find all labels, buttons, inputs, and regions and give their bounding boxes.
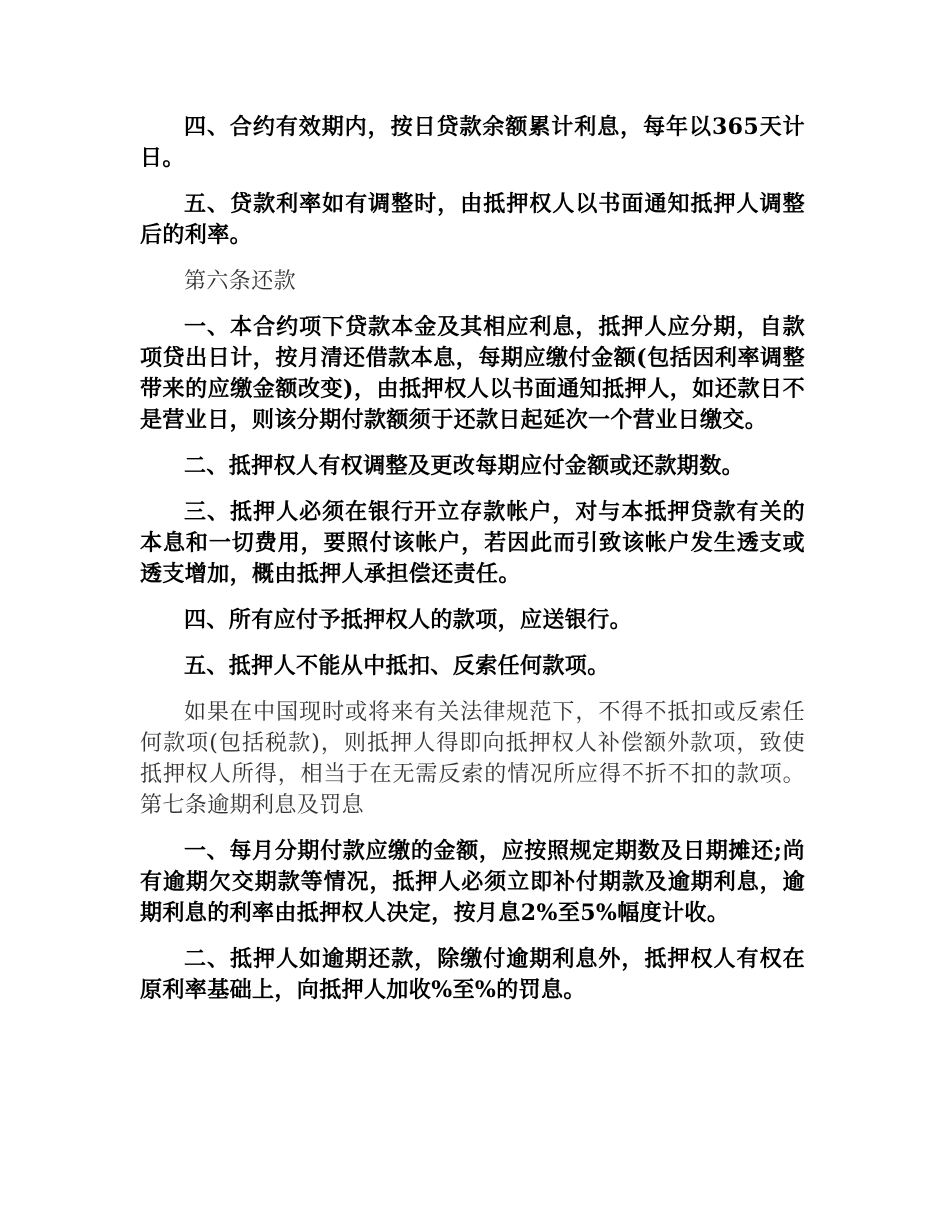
paragraph-interest-calculation: 四、合约有效期内，按日贷款余额累计利息，每年以365天计日。 — [140, 114, 805, 171]
paragraph-penalty-interest: 二、抵押人如逾期还款，除缴付逾期利息外，抵押权人有权在原利率基础上，向抵押人加收%至%的罚息。 — [140, 946, 805, 1003]
paragraph-rate-adjustment: 五、贷款利率如有调整时，由抵押权人以书面通知抵押人调整后的利率。 — [140, 191, 805, 248]
paragraph-installment-repayment: 一、本合约项下贷款本金及其相应利息，抵押人应分期，自款项贷出日计，按月清还借款本息，每期应缴付金额(包括因利率调整带来的应缴金额改变)，由抵押权人以书面通知抵押人，如还款日不是营业日，则该分期付款额须于还款日起延次一个营业日缴交。 — [140, 314, 805, 433]
paragraph-adjust-installments: 二、抵押权人有权调整及更改每期应付金额或还款期数。 — [184, 453, 745, 479]
paragraph-tax-compensation: 如果在中国现时或将来有关法律规范下，不得不抵扣或反索任何款项(包括税款)，则抵押人得即向抵押权人补偿额外款项，致使抵押权人所得，相当于在无需反索的情况所应得不折不扣的款项。第七条逾期利息及罚息 — [140, 700, 805, 818]
section-heading-repayment: 第六条还款 — [184, 269, 297, 294]
paragraph-payments-to-bank: 四、所有应付予抵押权人的款项，应送银行。 — [184, 607, 633, 633]
document-page — [140, 112, 805, 1021]
paragraph-overdue-interest: 一、每月分期付款应缴的金额，应按照规定期数及日期摊还;尚有逾期欠交期款等情况，抵押人必须立即补付期款及逾期利息，逾期利息的利率由抵押权人决定，按月息2%至5%幅度计收。 — [140, 838, 805, 926]
paragraph-no-deduction: 五、抵押人不能从中抵扣、反索任何款项。 — [184, 653, 610, 679]
paragraph-deposit-account: 三、抵押人必须在银行开立存款帐户，对与本抵押贷款有关的本息和一切费用，要照付该帐户，若因此而引致该帐户发生透支或透支增加，概由抵押人承担偿还责任。 — [140, 499, 805, 587]
